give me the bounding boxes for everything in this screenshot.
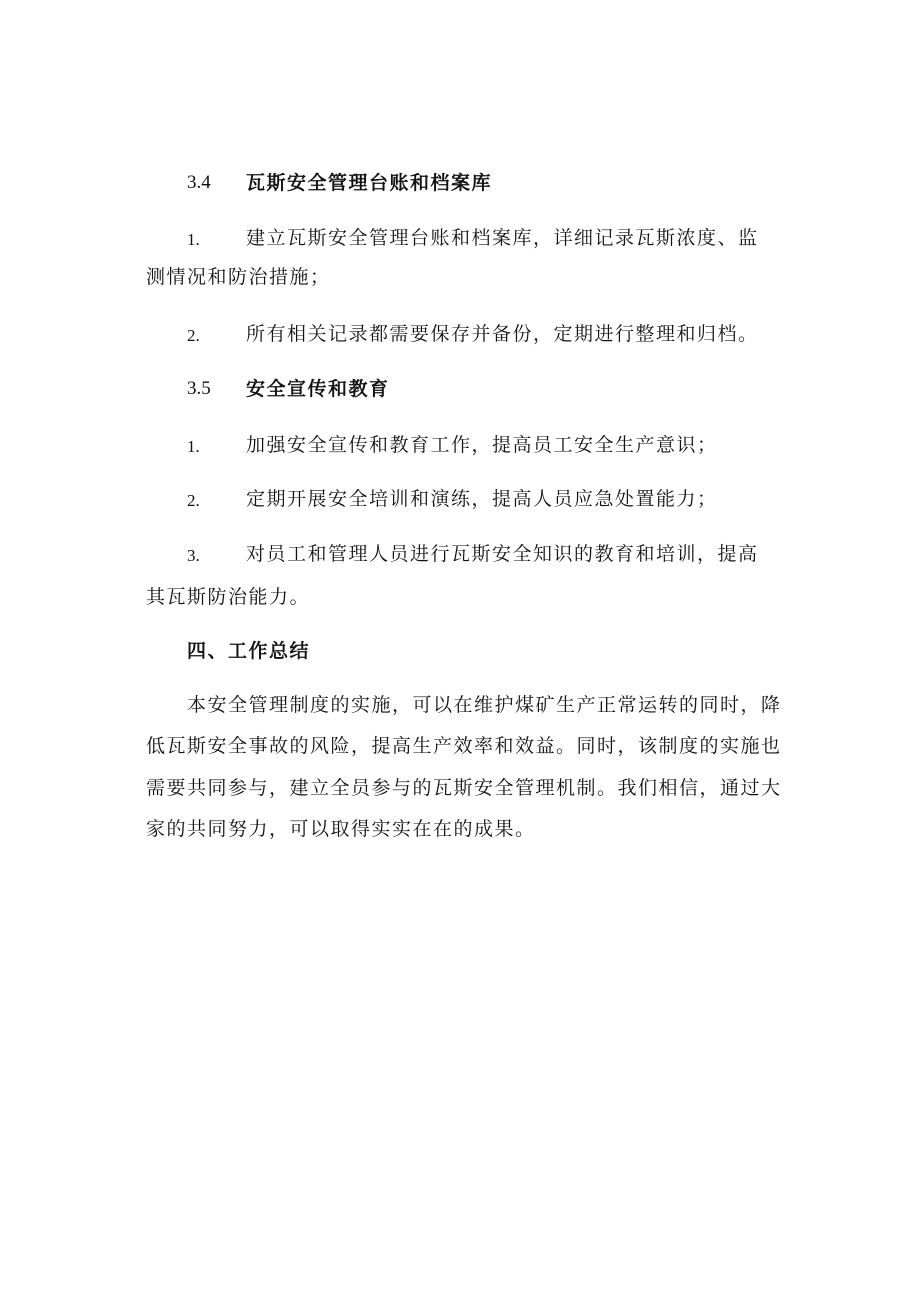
- section-4-title: 四、工作总结: [187, 640, 311, 662]
- section-3-4-item-1-number: 1.: [187, 230, 200, 249]
- section-3-4-item-1-line-1: 建立瓦斯安全管理台账和档案库，详细记录瓦斯浓度、监: [246, 227, 759, 249]
- section-3-5-item-3-line-2: 其瓦斯防治能力。: [146, 586, 311, 608]
- section-3-5-item-3-number: 3.: [187, 546, 200, 565]
- section-3-5-item-3-line-1: 对员工和管理人员进行瓦斯安全知识的教育和培训，提高: [246, 543, 759, 565]
- section-4-paragraph-line-4: 家的共同努力，可以取得实实在在的成果。: [146, 818, 536, 840]
- section-3-4-item-2-number: 2.: [187, 326, 200, 345]
- section-3-5-number: 3.5: [187, 378, 211, 399]
- section-3-5-item-2-line-1: 定期开展安全培训和演练，提高人员应急处置能力；: [246, 488, 718, 510]
- section-3-5-item-2-number: 2.: [187, 491, 200, 510]
- section-4-paragraph-line-1: 本安全管理制度的实施，可以在维护煤矿生产正常运转的同时，降: [187, 694, 782, 716]
- section-3-4-item-1-line-2: 测情况和防治措施；: [146, 266, 331, 288]
- section-3-4-item-2-line-1: 所有相关记录都需要保存并备份，定期进行整理和归档。: [246, 323, 759, 345]
- section-3-5-item-1-number: 1.: [187, 437, 200, 456]
- section-3-5-item-1-line-1: 加强安全宣传和教育工作，提高员工安全生产意识；: [246, 434, 718, 456]
- section-3-5-title: 安全宣传和教育: [246, 378, 390, 400]
- section-4-paragraph-line-2: 低瓦斯安全事故的风险，提高生产效率和效益。同时，该制度的实施也: [146, 735, 782, 757]
- section-3-4-title: 瓦斯安全管理台账和档案库: [246, 172, 493, 194]
- section-3-4-number: 3.4: [187, 172, 211, 193]
- section-4-paragraph-line-3: 需要共同参与，建立全员参与的瓦斯安全管理机制。我们相信，通过大: [146, 777, 782, 799]
